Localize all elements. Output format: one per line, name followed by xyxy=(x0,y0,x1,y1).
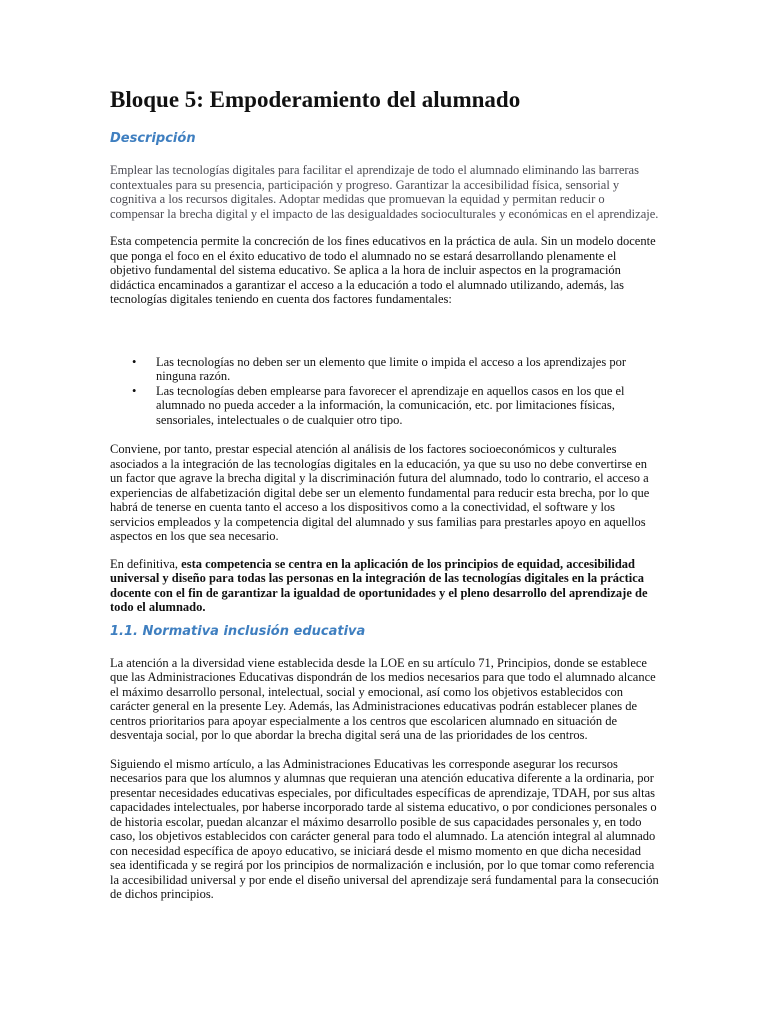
factors-list xyxy=(110,355,660,428)
list-item-text: Las tecnologías deben emplearse para favorecer el aprendizaje en aquellos casos en los que el alumnado no pueda acceder a la información, la comunicación, etc. por limitaciones físicas, sensoriales, intelectuales o de cualquier otro tipo. xyxy=(156,383,625,427)
bullet-icon: • xyxy=(132,354,137,369)
document-page xyxy=(110,86,660,902)
summary-paragraph xyxy=(110,557,660,615)
intro-paragraph: Emplear las tecnologías digitales para facilitar el aprendizaje de todo el alumnado eliminando las barreras contextuales para su presencia, participación y progreso. Garantizar la accesibilidad física, sensorial y cognitiva a los recursos digitales. Adoptar medidas que promuevan la equidad y permitan reducir o compensar la brecha digital y el impacto de las desigualdades socioculturales y económicas en el aprendizaje. xyxy=(110,163,659,221)
section-heading: 1.1. Normativa inclusión educativa xyxy=(110,623,366,639)
list-item xyxy=(110,355,660,384)
socioeconomic-paragraph: Conviene, por tanto, prestar especial atención al análisis de los factores socioeconómicos y culturales asociados a la integración de las tecnologías digitales en la educación, ya que su uso no debe convertirse en un factor que agrave la brecha digital y la discriminación futura del alumnado, todo lo contrario, el acceso a experiencias de alfabetización digital debe ser un elemento fundamental para reducir esta brecha, por lo que habrá de tenerse en cuenta tanto el acceso a los dispositivos como a la conectividad, el software y los servicios empleados y la competencia digital del alumnado y sus familias para prestarles apoyo en aquellos aspectos en los que sea necesario. xyxy=(110,442,650,543)
list-item xyxy=(110,384,660,428)
resources-paragraph: Siguiendo el mismo artículo, a las Administraciones Educativas les corresponde asegurar los recursos necesarios para que los alumnos y alumnas que requieran una atención educativa diferente a la ordinaria, por presentar necesidades educativas especiales, por dificultades específicas de aprendizaje, TDAH, por sus altas capacidades intelectuales, por haberse incorporado tarde al sistema educativo, o por condiciones personales o de historia escolar, puedan alcanzar el máximo desarrollo posible de sus capacidades personales y, en todo caso, los objetivos establecidos con carácter general para todo el alumnado. La atención integral al alumnado con necesidad específica de apoyo educativo, se iniciará desde el mismo momento en que dicha necesidad sea identificada y se regirá por los principios de normalización e inclusión, por lo que tomar como referencia la accesibilidad universal y por ende el diseño universal del aprendizaje será fundamental para la consecución de dichos principios. xyxy=(110,756,659,901)
list-item-text: Las tecnologías no deben ser un elemento que limite o impida el acceso a los aprendizajes por ninguna razón. xyxy=(156,354,626,383)
bullet-icon: • xyxy=(132,383,137,398)
summary-lead: En definitiva, xyxy=(110,556,182,571)
page-title: Bloque 5: Empoderamiento del alumnado xyxy=(110,87,521,112)
competence-paragraph: Esta competencia permite la concreción de los fines educativos en la práctica de aula. Sin un modelo docente que ponga el foco en el éxito educativo de todo el alumnado no se estará desarrollando plenamente el objetivo fundamental del sistema educativo. Se aplica a la hora de incluir aspectos en la programación didáctica encaminados a garantizar el acceso a la educación a todo el alumnado utilizando, además, las tecnologías digitales teniendo en cuenta dos factores fundamentales: xyxy=(110,234,656,306)
diversity-paragraph: La atención a la diversidad viene establecida desde la LOE en su artículo 71, Principios, donde se establece que las Administraciones Educativas dispondrán de los medios necesarios para que todo el alumnado alcance el máximo desarrollo personal, intelectual, social y emocional, así como los objetivos establecidos con carácter general en la presente Ley. Además, las Administraciones educativas podrán establecer planes de centros prioritarios para apoyar especialmente a los centros que escolaricen alumnado en situación de desventaja social, por lo que abordar la brecha digital será una de las prioridades de los centros. xyxy=(110,655,656,742)
summary-bold: esta competencia se centra en la aplicación de los principios de equidad, accesibilidad universal y diseño para todas las personas en la integración de las tecnologías digitales en la práctica docente con el fin de garantizar la igualdad de oportunidades y el pleno desarrollo del aprendizaje de todo el alumnado. xyxy=(110,556,648,614)
description-heading: Descripción xyxy=(110,131,196,146)
